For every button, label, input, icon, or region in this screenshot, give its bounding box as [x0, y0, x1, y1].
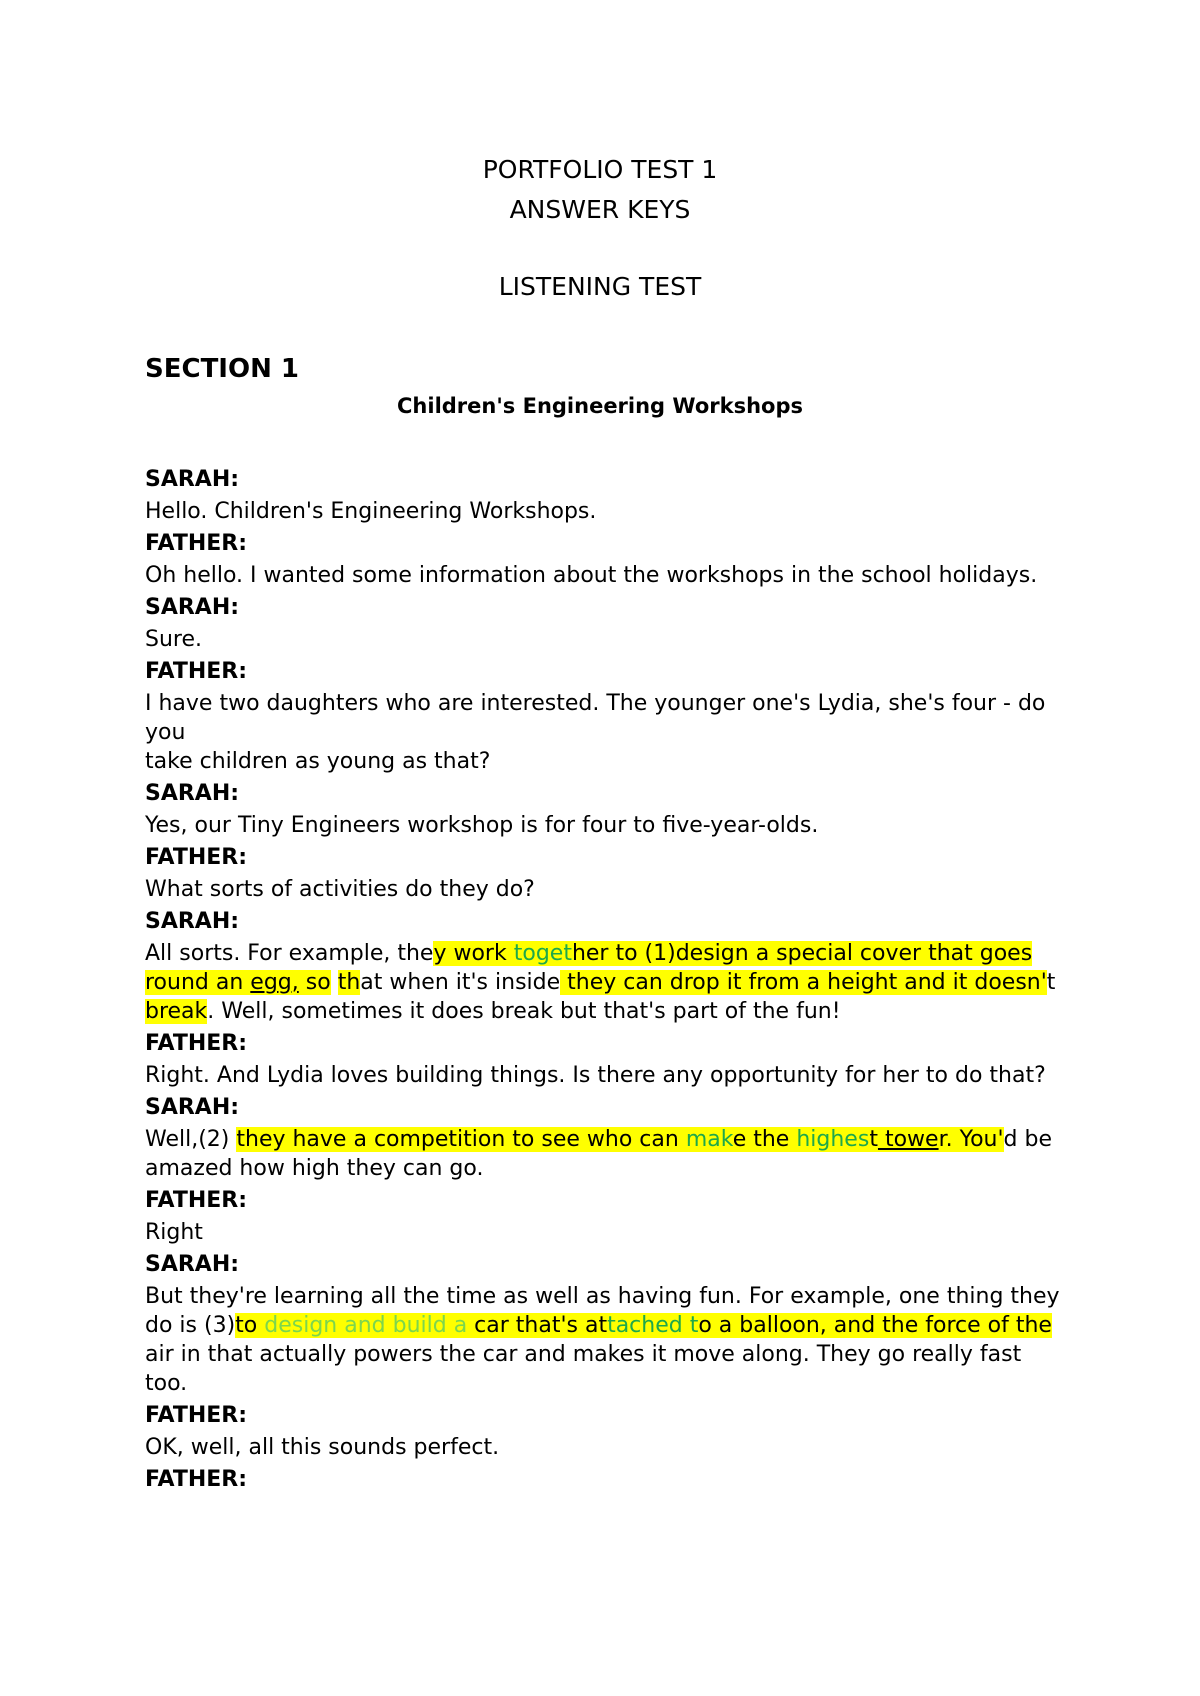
dialogue-line: But they're learning all the time as well as having fun. For example, one thing they	[145, 1284, 1060, 1309]
speaker-label: SARAH:	[145, 1095, 240, 1120]
dialogue-transcript	[145, 462, 1065, 1497]
dialogue-line: amazed how high they can go.	[145, 1156, 484, 1181]
dialogue-line: air in that actually powers the car and makes it move along. They go really fast	[145, 1342, 1022, 1367]
speaker-label: FATHER:	[145, 1188, 248, 1213]
speaker-label: FATHER:	[145, 1403, 248, 1428]
speaker-label: FATHER:	[145, 1467, 248, 1492]
speaker-label: SARAH:	[145, 1252, 240, 1277]
title-block	[0, 150, 1200, 230]
speaker-label: FATHER:	[145, 659, 248, 684]
dialogue-line: take children as young as that?	[145, 749, 491, 774]
speaker-label: FATHER:	[145, 845, 248, 870]
doc-subtitle: ANSWER KEYS	[509, 195, 691, 224]
dialogue-line: Oh hello. I wanted some information about the workshops in the school holidays.	[145, 563, 1038, 588]
speaker-label: SARAH:	[145, 595, 240, 620]
dialogue-line: do is (3)to design and build a car that's attached to a balloon, and the force of the	[145, 1313, 1052, 1338]
dialogue-line: Hello. Children's Engineering Workshops.	[145, 499, 597, 524]
speaker-label: FATHER:	[145, 531, 248, 556]
dialogue-line: OK, well, all this sounds perfect.	[145, 1435, 500, 1460]
section-topic: Children's Engineering Workshops	[397, 394, 803, 418]
speaker-label: FATHER:	[145, 1031, 248, 1056]
dialogue-line: break. Well, sometimes it does break but that's part of the fun!	[145, 999, 841, 1024]
dialogue-line: Right	[145, 1220, 203, 1245]
dialogue-line: I have two daughters who are interested. The younger one's Lydia, she's four - do you	[145, 691, 1046, 745]
dialogue-line: round an egg, so that when it's inside they can drop it from a height and it doesn't	[145, 970, 1056, 995]
dialogue-line: All sorts. For example, they work together to (1)design a special cover that goes	[145, 941, 1033, 966]
dialogue-line: What sorts of activities do they do?	[145, 877, 535, 902]
dialogue-line: Yes, our Tiny Engineers workshop is for four to five-year-olds.	[145, 813, 819, 838]
dialogue-line: too.	[145, 1371, 188, 1396]
doc-title: PORTFOLIO TEST 1	[482, 155, 718, 184]
test-name: LISTENING TEST	[498, 272, 702, 301]
dialogue-line: Well,(2) they have a competition to see who can make the highest tower. You'd be	[145, 1127, 1053, 1152]
section-heading: SECTION 1	[145, 354, 299, 384]
speaker-label: SARAH:	[145, 781, 240, 806]
speaker-label: SARAH:	[145, 909, 240, 934]
dialogue-line: Right. And Lydia loves building things. Is there any opportunity for her to do that?	[145, 1063, 1046, 1088]
dialogue-line: Sure.	[145, 627, 202, 652]
speaker-label: SARAH:	[145, 467, 240, 492]
